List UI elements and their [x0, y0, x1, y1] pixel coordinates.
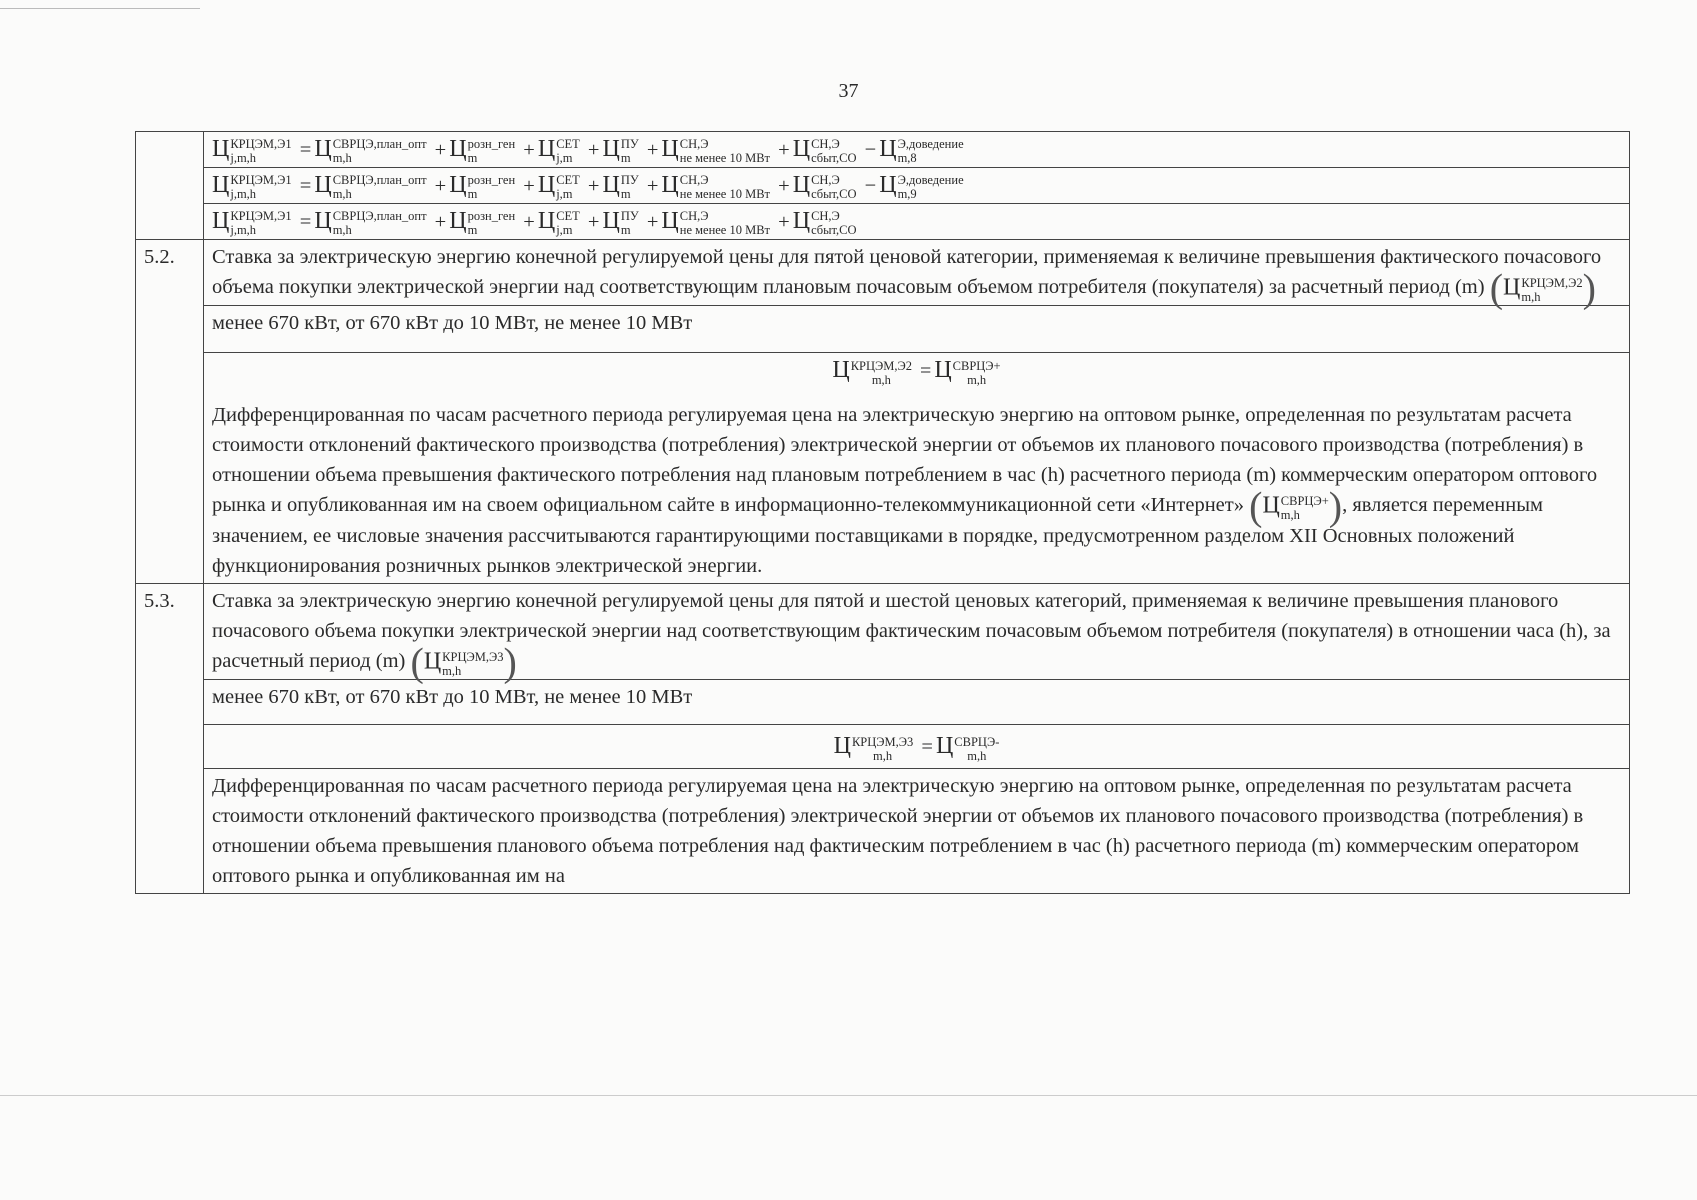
formula-cell: Ц КРЦЭМ,Э1 j,m,h = Ц СВРЦЭ,план_опт m,h + Ц розн_ген m + Ц СЕТ j,m + Ц ПУ m + Ц СН,Э не менее 10 МВт + Ц СН,Э сбыт,СО − Ц Э,доведение m,8 — [204, 132, 1630, 168]
empty-number-cell — [136, 132, 204, 240]
formula-cell: Ц КРЦЭМ,Э1 j,m,h = Ц СВРЦЭ,план_опт m,h + Ц розн_ген m + Ц СЕТ j,m + Ц ПУ m + Ц СН,Э не менее 10 МВт + Ц СН,Э сбыт,СО — [204, 204, 1630, 240]
scan-edge-top — [0, 8, 200, 9]
power-ranges: менее 670 кВт, от 670 кВт до 10 МВт, не менее 10 МВт — [204, 306, 1630, 353]
section-number: 5.2. — [136, 240, 204, 584]
page-number: 37 — [838, 80, 859, 102]
section-number: 5.3. — [136, 584, 204, 894]
table-row — [136, 168, 1630, 204]
power-ranges: менее 670 кВт, от 670 кВт до 10 МВт, не менее 10 МВт — [204, 680, 1630, 725]
table-row — [136, 353, 1630, 584]
table-row — [136, 584, 1630, 680]
table-row — [136, 769, 1630, 894]
table-row — [136, 204, 1630, 240]
formula-e3: Ц КРЦЭМ,Э3 m,h = Ц СВРЦЭ- m,h — [204, 725, 1630, 769]
description-cell — [204, 353, 1630, 584]
table-row — [136, 680, 1630, 725]
section-heading-cell: Ставка за электрическую энергию конечной регулируемой цены для пятой и шестой ценовых категорий, применяемая к величине превышения планового почасового объема покупки электрической энергии над соответствующим фактическим почасовым объемом потребителя (покупателя) в отношении часа (h), за расчетный период (m) (Ц КРЦЭМ,Э3 m,h ) — [204, 584, 1630, 680]
formula-e2: Ц КРЦЭМ,Э2 m,h = Ц СВРЦЭ+ m,h — [832, 357, 1001, 387]
formula-cell: Ц КРЦЭМ,Э1 j,m,h = Ц СВРЦЭ,план_опт m,h + Ц розн_ген m + Ц СЕТ j,m + Ц ПУ m + Ц СН,Э не менее 10 МВт + Ц СН,Э сбыт,СО − Ц Э,доведение m,9 — [204, 168, 1630, 204]
table-row — [136, 240, 1630, 306]
table-row — [136, 725, 1630, 769]
tariff-table — [135, 131, 1630, 894]
scan-edge-bottom — [0, 1095, 1697, 1096]
section-heading-cell: Ставка за электрическую энергию конечной регулируемой цены для пятой ценовой категории, применяемая к величине превышения фактического почасового объема покупки электрической энергии над соответствующим плановым почасовым объемом потребителя (покупателя) за расчетный период (m) (Ц КРЦЭМ,Э2 m,h ) — [204, 240, 1630, 306]
table-row — [136, 132, 1630, 168]
description-text: Дифференцированная по часам расчетного периода регулируемая цена на электрическую энергию на оптовом рынке, определенная по результатам расчета стоимости отклонений фактического производства (потребления) электрической энергии от объемов их планового почасового производства (потребления) в отношении объема превышения планового объема потребления над фактическим потреблением в час (h) расчетного периода (m) коммерческим оператором оптового рынка и опубликованная им на — [204, 769, 1630, 894]
description-text: Дифференцированная по часам расчетного периода регулируемая цена на электрическую энергию на оптовом рынке, определенная по результатам расчета стоимости отклонений фактического производства (потребления) электрической энергии от объемов их планового почасового производства (потребления) в отношении объема превышения фактического потребления над плановым потреблением в час (h) расчетного периода (m) коммерческим оператором оптового рынка и опубликованная им на своем официальном сайте в информационно-телекоммуникационной сети «Интернет» (Ц СВРЦЭ+ m,h ), является переменным значением, ее числовые значения рассчитываются гарантирующими поставщиками в порядке, предусмотренном разделом XII Основных положений функционирования розничных рынков электрической энергии. — [212, 403, 1598, 577]
table-row — [136, 306, 1630, 353]
